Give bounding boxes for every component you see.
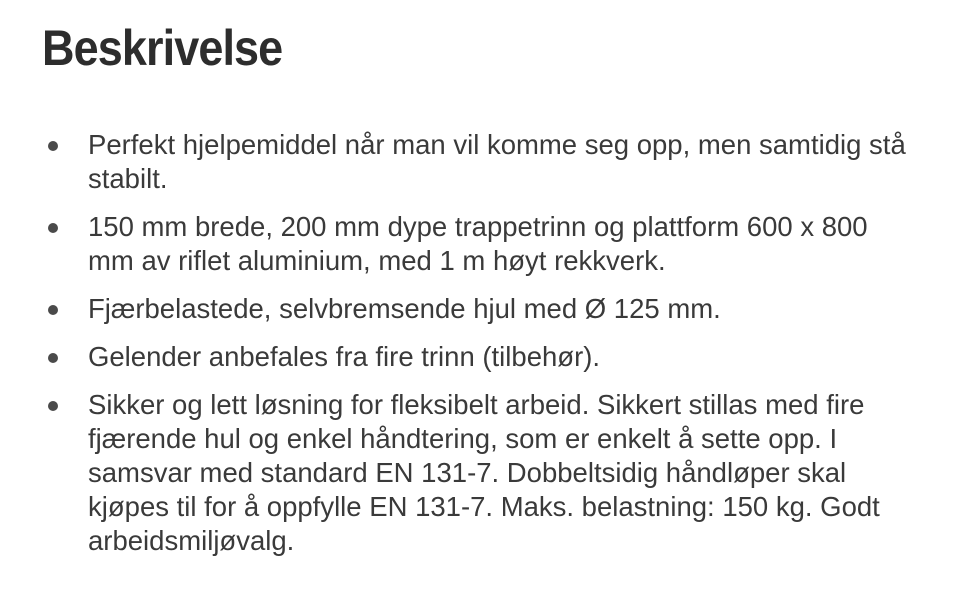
bullet-icon bbox=[48, 223, 58, 233]
list-item-text: Gelender anbefales fra fire trinn (tilbehør). bbox=[88, 341, 601, 372]
list-item-text: 150 mm brede, 200 mm dype trappetrinn og plattform 600 x 800 mm av riflet aluminium, med 1 m høyt rekkverk. bbox=[88, 211, 868, 276]
list-item bbox=[0, 340, 918, 374]
bullet-icon bbox=[48, 353, 58, 363]
list-item bbox=[0, 210, 918, 278]
description-list bbox=[0, 128, 960, 572]
list-item-text: Sikker og lett løsning for fleksibelt arbeid. Sikkert stillas med fire fjærende hul og enkel håndtering, som er enkelt å sette opp. I samsvar med standard EN 131-7. Dobbeltsidig håndløper skal kjøpes til for å oppfylle EN 131-7. Maks. belastning: 150 kg. Godt arbeidsmiljøvalg. bbox=[88, 389, 880, 556]
list-item bbox=[0, 128, 918, 196]
list-item-text: Fjærbelastede, selvbremsende hjul med Ø 125 mm. bbox=[88, 293, 721, 324]
list-item-text: Perfekt hjelpemiddel når man vil komme seg opp, men samtidig stå stabilt. bbox=[88, 129, 906, 194]
list-item bbox=[0, 292, 918, 326]
bullet-icon bbox=[48, 401, 58, 411]
bullet-icon bbox=[48, 141, 58, 151]
section-title: Beskrivelse bbox=[42, 20, 283, 76]
list-item bbox=[0, 388, 918, 558]
bullet-icon bbox=[48, 305, 58, 315]
